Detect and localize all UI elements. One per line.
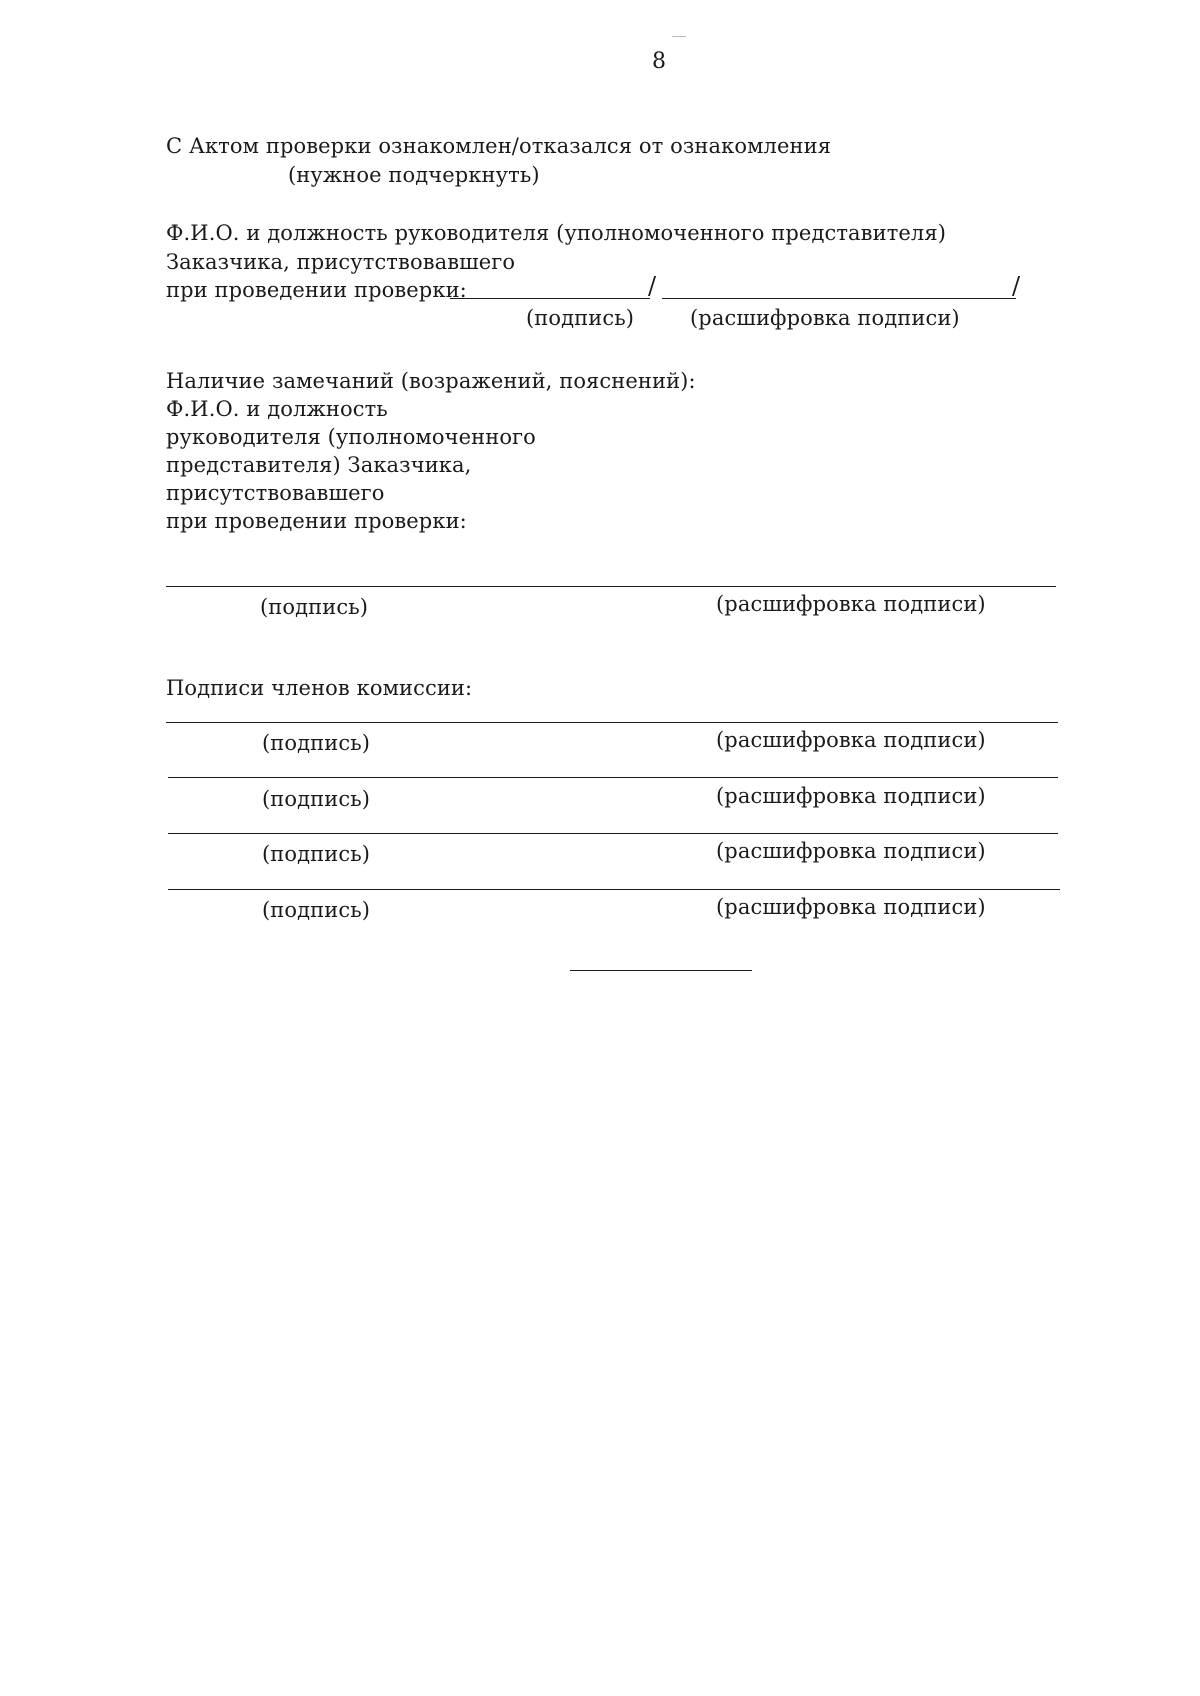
commission-row-1-decode-caption: (расшифровка подписи) (716, 728, 986, 752)
commission-row-2-line (168, 777, 1058, 778)
commission-row-3-signature-caption: (подпись) (262, 842, 371, 866)
commission-row-2-signature-caption: (подпись) (262, 787, 371, 811)
customer-rep-line-2: Заказчика, присутствовавшего (166, 250, 516, 274)
commission-row-4-signature-caption: (подпись) (262, 898, 371, 922)
page-number: 8 (652, 49, 667, 74)
commission-row-3-line (168, 833, 1058, 834)
remarks-signature-line (166, 586, 1056, 587)
commission-title: Подписи членов комиссии: (166, 676, 473, 700)
remarks-line-6: при проведении проверки: (166, 509, 467, 533)
remarks-line-3: руководителя (уполномоченного (166, 425, 536, 449)
commission-row-4-line (168, 889, 1060, 890)
commission-row-1-signature-caption: (подпись) (262, 731, 371, 755)
customer-rep-line-1: Ф.И.О. и должность руководителя (уполномоченного представителя) (166, 221, 947, 245)
remarks-signature-caption: (подпись) (260, 595, 369, 619)
customer-rep-line-3: при проведении проверки: (166, 278, 467, 302)
commission-row-3-decode-caption: (расшифровка подписи) (716, 839, 986, 863)
customer-rep-signature-line (450, 298, 650, 299)
remarks-line-4: представителя) Заказчика, (166, 453, 472, 477)
remarks-line-5: присутствовавшего (166, 481, 385, 505)
customer-rep-slash-1: / (648, 272, 657, 300)
remarks-line-2: Ф.И.О. и должность (166, 397, 388, 421)
customer-rep-signature-caption: (подпись) (526, 306, 635, 330)
acknowledgment-line-2: (нужное подчеркнуть) (288, 163, 540, 187)
remarks-line-1: Наличие замечаний (возражений, пояснений): (166, 369, 696, 393)
remarks-decode-caption: (расшифровка подписи) (716, 592, 986, 616)
scan-mark (672, 36, 686, 37)
customer-rep-slash-2: / (1012, 272, 1021, 300)
commission-row-2-decode-caption: (расшифровка подписи) (716, 784, 986, 808)
acknowledgment-line-1: С Актом проверки ознакомлен/отказался от ознакомления (166, 134, 832, 158)
commission-row-4-decode-caption: (расшифровка подписи) (716, 895, 986, 919)
end-separator (570, 970, 752, 971)
customer-rep-decode-line (662, 298, 1016, 299)
commission-row-1-line (166, 722, 1058, 723)
customer-rep-decode-caption: (расшифровка подписи) (690, 306, 960, 330)
